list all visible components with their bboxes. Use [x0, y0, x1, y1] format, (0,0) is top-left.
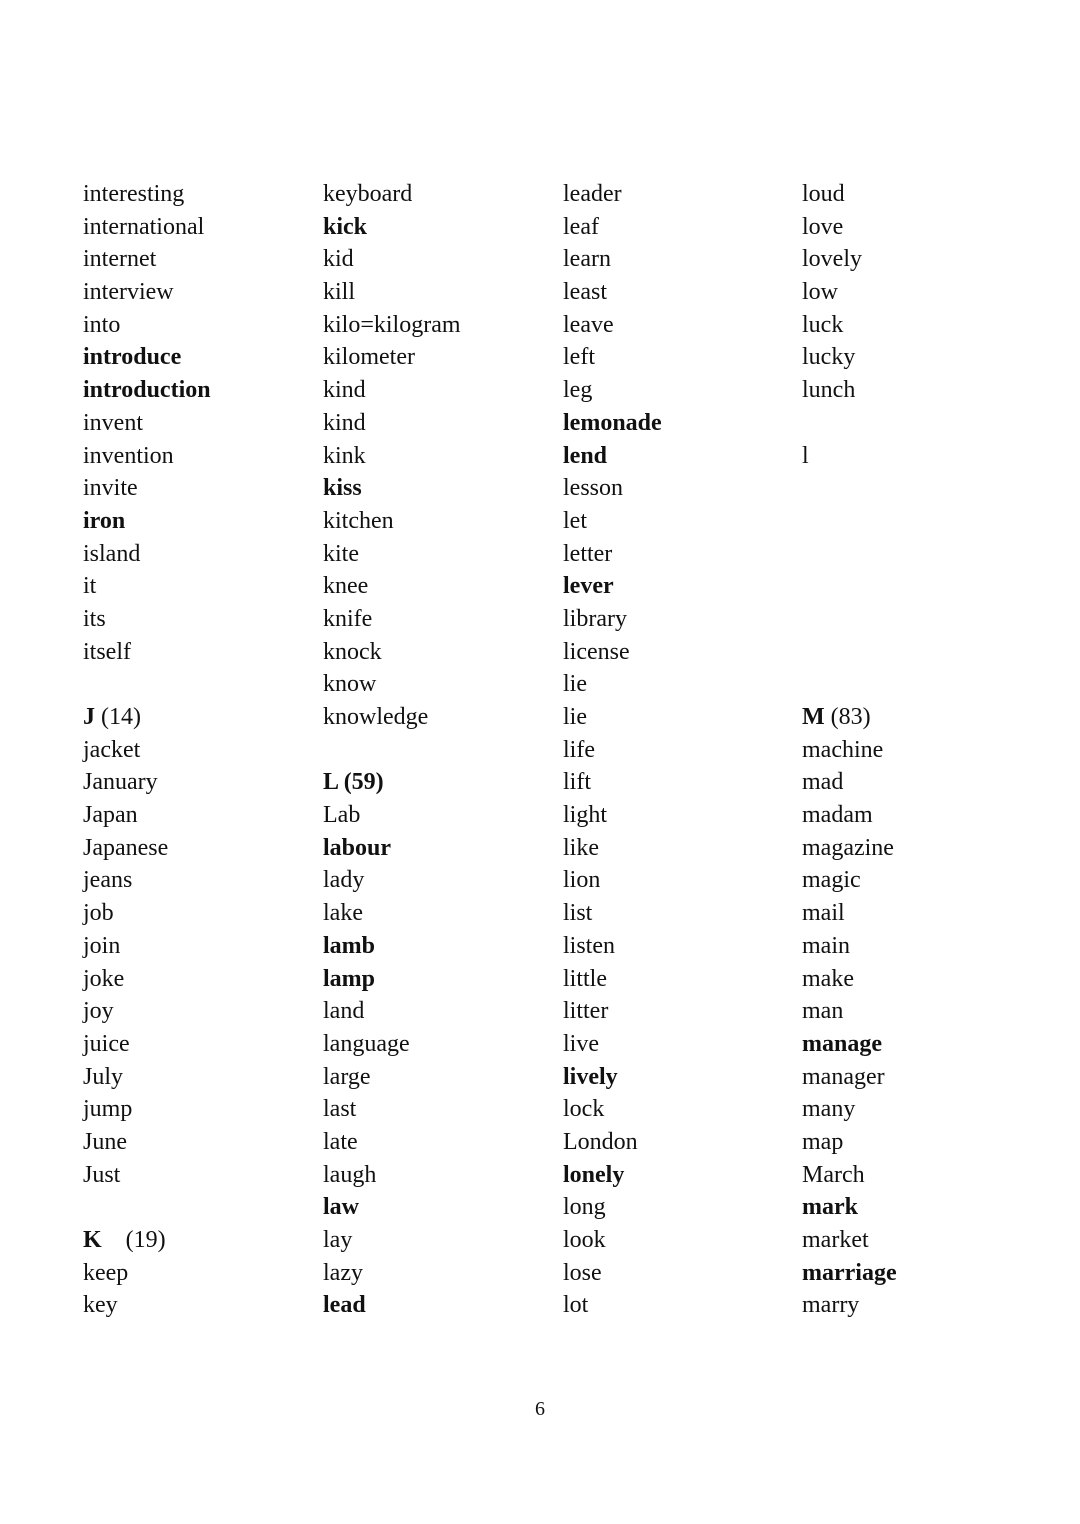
vocabulary-word: June — [83, 1128, 127, 1155]
vocabulary-word: lazy — [323, 1259, 363, 1286]
vocabulary-word: know — [323, 671, 377, 698]
section-word-count: (59) — [337, 769, 384, 796]
section-word-count: (14) — [95, 704, 141, 730]
vocabulary-word: jump — [83, 1096, 133, 1123]
vocabulary-word: mail — [802, 900, 845, 927]
vocabulary-word: island — [83, 540, 141, 567]
blank-line — [83, 668, 313, 701]
blank-line — [802, 407, 1032, 440]
vocabulary-word: mark — [802, 1194, 858, 1221]
vocabulary-word: marriage — [802, 1259, 897, 1286]
vocabulary-word: invite — [83, 475, 138, 502]
section-heading — [323, 766, 553, 799]
vocabulary-word: mad — [802, 769, 844, 796]
vocabulary-word: learn — [563, 246, 611, 273]
vocabulary-word: interview — [83, 279, 174, 306]
vocabulary-word: into — [83, 311, 121, 338]
vocabulary-word: lose — [563, 1259, 602, 1286]
vocabulary-word: little — [563, 965, 607, 992]
vocabulary-word: March — [802, 1161, 865, 1188]
blank-line — [802, 570, 1032, 603]
section-letter: L — [323, 769, 338, 796]
vocabulary-word: madam — [802, 802, 873, 829]
vocabulary-word: itself — [83, 638, 131, 665]
word-column-3 — [563, 178, 793, 1322]
vocabulary-word: live — [563, 1030, 599, 1057]
vocabulary-word: let — [563, 507, 587, 534]
vocabulary-word: labour — [323, 834, 392, 861]
vocabulary-word: kind — [323, 409, 366, 436]
vocabulary-word: introduction — [83, 377, 211, 404]
section-heading — [83, 1224, 313, 1257]
blank-line — [802, 668, 1032, 701]
blank-line — [802, 538, 1032, 571]
vocabulary-word: July — [83, 1063, 124, 1090]
vocabulary-word: last — [323, 1096, 357, 1123]
blank-line — [802, 636, 1032, 669]
vocabulary-word: keyboard — [323, 181, 413, 207]
vocabulary-word: kind — [323, 377, 366, 404]
vocabulary-word: join — [83, 932, 121, 959]
vocabulary-word: light — [563, 802, 608, 829]
vocabulary-word: main — [802, 932, 850, 959]
word-column-4 — [802, 178, 1032, 1322]
blank-line — [83, 1191, 313, 1224]
vocabulary-word: letter — [563, 540, 613, 567]
vocabulary-word: key — [83, 1292, 118, 1319]
vocabulary-word: laugh — [323, 1161, 377, 1188]
vocabulary-word: manager — [802, 1063, 885, 1090]
vocabulary-word: lady — [323, 867, 365, 894]
vocabulary-word: kite — [323, 540, 359, 567]
vocabulary-word: international — [83, 213, 205, 240]
vocabulary-word: man — [802, 998, 844, 1025]
vocabulary-word: Just — [83, 1161, 121, 1188]
vocabulary-word: lie — [563, 671, 587, 698]
vocabulary-word: it — [83, 573, 97, 600]
vocabulary-word: joke — [83, 965, 125, 992]
vocabulary-word: lovely — [802, 246, 862, 273]
vocabulary-word: life — [563, 736, 595, 763]
vocabulary-word: joy — [83, 998, 114, 1025]
vocabulary-word: Japan — [83, 802, 138, 829]
section-word-count: (19) — [101, 1227, 166, 1253]
vocabulary-word: kilometer — [323, 344, 415, 371]
vocabulary-word: invent — [83, 409, 143, 436]
vocabulary-word: lively — [563, 1063, 618, 1090]
vocabulary-word: leg — [563, 377, 593, 404]
vocabulary-word: license — [563, 638, 630, 665]
vocabulary-word: lamp — [323, 965, 376, 992]
vocabulary-word: its — [83, 605, 106, 632]
vocabulary-word: low — [802, 279, 838, 306]
vocabulary-word: iron — [83, 507, 126, 534]
vocabulary-word: least — [563, 279, 607, 306]
vocabulary-word: manage — [802, 1030, 882, 1057]
word-column-2 — [323, 178, 553, 1322]
vocabulary-word: lemonade — [563, 409, 662, 436]
vocabulary-word: leaf — [563, 213, 599, 240]
vocabulary-word: knock — [323, 638, 382, 665]
blank-line — [802, 472, 1032, 505]
vocabulary-word: lamb — [323, 932, 376, 959]
vocabulary-word: internet — [83, 246, 157, 273]
vocabulary-word: job — [83, 900, 114, 927]
vocabulary-word: listen — [563, 932, 615, 959]
vocabulary-word: jeans — [83, 867, 133, 894]
vocabulary-word: lie — [563, 704, 587, 730]
vocabulary-word: magic — [802, 867, 861, 894]
vocabulary-word: January — [83, 769, 158, 796]
vocabulary-word: keep — [83, 1259, 129, 1286]
vocabulary-word: lonely — [563, 1161, 625, 1188]
vocabulary-word: leave — [563, 311, 614, 338]
blank-line — [323, 734, 553, 767]
vocabulary-word: lot — [563, 1292, 589, 1319]
vocabulary-word: kill — [323, 279, 356, 306]
vocabulary-word: kitchen — [323, 507, 394, 534]
vocabulary-word: lever — [563, 573, 614, 600]
section-letter: M — [802, 704, 825, 730]
vocabulary-word: kick — [323, 213, 368, 240]
vocabulary-word: map — [802, 1128, 844, 1155]
blank-line — [802, 603, 1032, 636]
page-number: 6 — [535, 1398, 545, 1420]
vocabulary-word: machine — [802, 736, 884, 763]
vocabulary-word: marry — [802, 1292, 860, 1319]
vocabulary-word: kink — [323, 442, 366, 469]
vocabulary-word: kid — [323, 246, 354, 273]
word-column-1 — [83, 178, 313, 1322]
vocabulary-word: lake — [323, 900, 363, 927]
vocabulary-word: knee — [323, 573, 369, 600]
vocabulary-word: look — [563, 1227, 606, 1253]
vocabulary-word: jacket — [83, 736, 141, 763]
section-heading — [802, 701, 1032, 734]
vocabulary-word: Japanese — [83, 834, 169, 861]
vocabulary-word: lead — [323, 1292, 366, 1319]
vocabulary-word: lock — [563, 1096, 605, 1123]
vocabulary-word: like — [563, 834, 599, 861]
vocabulary-word: interesting — [83, 181, 185, 207]
vocabulary-word: juice — [83, 1030, 130, 1057]
vocabulary-word: loud — [802, 181, 845, 207]
vocabulary-word: left — [563, 344, 595, 371]
vocabulary-word: l — [802, 442, 809, 469]
section-letter: J — [83, 704, 95, 730]
vocabulary-word: land — [323, 998, 365, 1025]
vocabulary-word: law — [323, 1194, 359, 1221]
vocabulary-word: lend — [563, 442, 608, 469]
vocabulary-word: many — [802, 1096, 856, 1123]
vocabulary-word: kilo=kilogram — [323, 311, 461, 338]
vocabulary-word: lion — [563, 867, 601, 894]
vocabulary-word: knowledge — [323, 704, 429, 730]
vocabulary-word: large — [323, 1063, 371, 1090]
vocabulary-word: long — [563, 1194, 606, 1221]
vocabulary-word: leader — [563, 181, 622, 207]
vocabulary-word: lunch — [802, 377, 856, 404]
vocabulary-word: lesson — [563, 475, 623, 502]
vocabulary-word: luck — [802, 311, 844, 338]
section-word-count: (83) — [824, 704, 871, 730]
vocabulary-word: lift — [563, 769, 591, 796]
vocabulary-word: make — [802, 965, 854, 992]
vocabulary-word: kiss — [323, 475, 362, 502]
vocabulary-word: love — [802, 213, 844, 240]
vocabulary-word: market — [802, 1227, 869, 1253]
vocabulary-word: lay — [323, 1227, 353, 1253]
vocabulary-word: litter — [563, 998, 609, 1025]
vocabulary-word: library — [563, 605, 627, 632]
section-letter: K — [83, 1227, 102, 1253]
blank-line — [802, 505, 1032, 538]
vocabulary-word: late — [323, 1128, 358, 1155]
vocabulary-word: lucky — [802, 344, 856, 371]
vocabulary-word: list — [563, 900, 593, 927]
vocabulary-word: knife — [323, 605, 373, 632]
vocabulary-word: language — [323, 1030, 410, 1057]
vocabulary-word: invention — [83, 442, 174, 469]
vocabulary-word: introduce — [83, 344, 182, 371]
vocabulary-word: London — [563, 1128, 638, 1155]
vocabulary-word: Lab — [323, 802, 361, 829]
vocabulary-word: magazine — [802, 834, 894, 861]
section-heading — [83, 701, 313, 734]
